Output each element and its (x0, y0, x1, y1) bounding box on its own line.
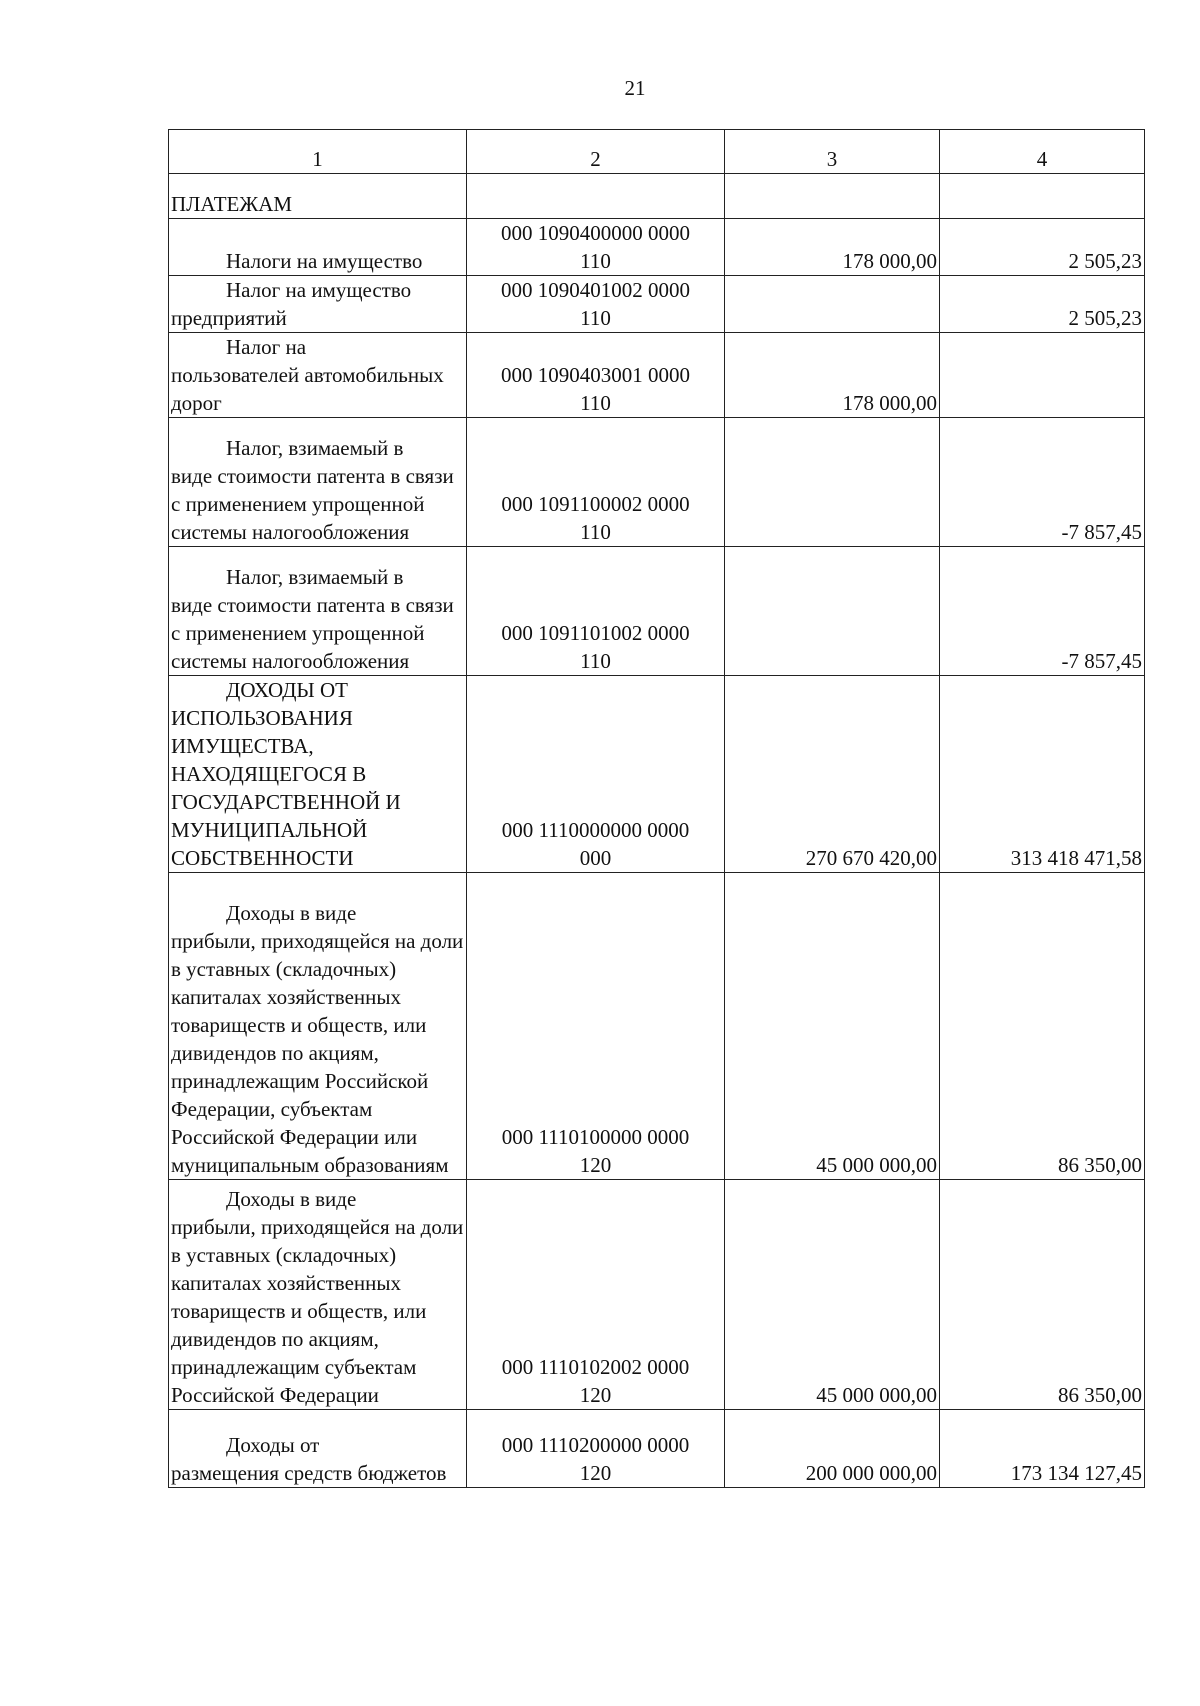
row-name-cell (169, 333, 467, 418)
row-name-cell (169, 1410, 467, 1488)
row-plan-cell (725, 547, 940, 676)
row-code-line-2: 110 (580, 391, 611, 415)
row-plan-cell: 178 000,00 (725, 333, 940, 418)
row-code-cell (467, 873, 725, 1180)
row-code-line-2: 110 (580, 306, 611, 330)
row-plan-cell: 178 000,00 (725, 219, 940, 276)
row-actual-cell: 2 505,23 (940, 219, 1145, 276)
row-name-rest: пользователей автомобильных дорог (171, 363, 444, 415)
row-code-line-1: 000 1110200000 0000 (501, 1433, 690, 1457)
row-code-cell (467, 547, 725, 676)
row-code-line-1: 000 1090403001 0000 (501, 363, 690, 387)
row-name-lead: Налог на имущество (226, 278, 412, 302)
row-code-line-2: 120 (579, 1461, 612, 1485)
table-row (169, 418, 1145, 547)
row-actual-cell: 313 418 471,58 (940, 676, 1145, 873)
row-code-line-1: 000 1110102002 0000 (501, 1355, 690, 1379)
row-actual-cell: 2 505,23 (940, 276, 1145, 333)
header-row (169, 130, 1145, 174)
row-actual-cell: 86 350,00 (940, 1180, 1145, 1410)
row-code-line-2: 110 (580, 649, 611, 673)
row-code-cell (467, 219, 725, 276)
row-code-cell (467, 676, 725, 873)
row-actual-cell: -7 857,45 (940, 547, 1145, 676)
row-code-line-2: 120 (579, 1383, 612, 1407)
row-code-line-1: 000 1091101002 0000 (501, 621, 690, 645)
row-name-rest: прибыли, приходящейся на доли в уставных (складочных) капиталах хозяйственных товариществ и обществ, или дивидендов по акциям, принадлежащим Российской Федерации, субъектам Российской Федерации или муниципальным образованиям (171, 929, 464, 1177)
row-code-line-2: 120 (579, 1153, 612, 1177)
row-name-cell (169, 676, 467, 873)
row-plan-cell (725, 276, 940, 333)
row-name-rest: предприятий (171, 306, 287, 330)
row-code-cell (467, 1410, 725, 1488)
row-name-cell (169, 219, 467, 276)
row-actual-cell: 173 134 127,45 (940, 1410, 1145, 1488)
table-header (169, 130, 1145, 174)
column-header-1: 1 (169, 130, 467, 174)
row-plan-cell: 45 000 000,00 (725, 1180, 940, 1410)
table-row (169, 1180, 1145, 1410)
column-header-2: 2 (467, 130, 725, 174)
row-code-cell (467, 1180, 725, 1410)
row-name-lead: Налог на (226, 335, 307, 359)
row-name-rest: виде стоимости патента в связи с применением упрощенной системы налогообложения (171, 593, 454, 673)
row-code-cell (467, 333, 725, 418)
row-name-lead: Доходы в виде (226, 1187, 357, 1211)
row-actual-cell: -7 857,45 (940, 418, 1145, 547)
row-actual-cell (940, 174, 1145, 219)
row-name-cell (169, 873, 467, 1180)
table-row (169, 333, 1145, 418)
table-row (169, 174, 1145, 219)
table-row (169, 1410, 1145, 1488)
row-code-line-1: 000 1090400000 0000 (501, 221, 690, 245)
row-code-line-2: 110 (580, 249, 611, 273)
row-plan-cell (725, 418, 940, 547)
row-name-rest: размещения средств бюджетов (171, 1461, 447, 1485)
row-name-lead: Налог, взимаемый в (226, 436, 404, 460)
row-name-lead: Налоги на имущество (226, 249, 423, 273)
row-name-rest: виде стоимости патента в связи с применением упрощенной системы налогообложения (171, 464, 454, 544)
row-actual-cell (940, 333, 1145, 418)
row-plan-cell (725, 174, 940, 219)
row-code-line-1: 000 1110100000 0000 (501, 1125, 690, 1149)
table-body (169, 174, 1145, 1488)
row-code-line-2: 110 (580, 520, 611, 544)
table-row (169, 547, 1145, 676)
row-code-cell (467, 174, 725, 219)
table-row (169, 676, 1145, 873)
row-name-lead: Доходы в виде (226, 901, 357, 925)
row-name-cell (169, 1180, 467, 1410)
row-code-line-1: 000 1091100002 0000 (501, 492, 690, 516)
revenue-table (168, 129, 1145, 1488)
row-name-cell (169, 174, 467, 219)
row-name-lead: Налог, взимаемый в (226, 565, 404, 589)
row-code-line-1: 000 1110000000 0000 (501, 818, 690, 842)
row-name-cell (169, 276, 467, 333)
row-plan-cell: 270 670 420,00 (725, 676, 940, 873)
table-row (169, 276, 1145, 333)
row-code-line-2: 000 (579, 846, 612, 870)
column-header-3: 3 (725, 130, 940, 174)
row-name-lead: Доходы от (226, 1433, 320, 1457)
row-name-cell (169, 547, 467, 676)
page-number: 21 (624, 76, 646, 100)
column-header-4: 4 (940, 130, 1145, 174)
row-name-lead: ДОХОДЫ ОТ (226, 678, 348, 702)
row-name-rest: прибыли, приходящейся на доли в уставных (складочных) капиталах хозяйственных товариществ и обществ, или дивидендов по акциям, принадлежащим субъектам Российской Федерации (171, 1215, 464, 1407)
row-code-cell (467, 418, 725, 547)
row-actual-cell: 86 350,00 (940, 873, 1145, 1180)
row-code-cell (467, 276, 725, 333)
row-plan-cell: 45 000 000,00 (725, 873, 940, 1180)
table-row (169, 219, 1145, 276)
table-row (169, 873, 1145, 1180)
row-name-rest: ИСПОЛЬЗОВАНИЯ ИМУЩЕСТВА, НАХОДЯЩЕГОСЯ В ГОСУДАРСТВЕННОЙ И МУНИЦИПАЛЬНОЙ СОБСТВЕННОСТИ (171, 706, 401, 870)
row-name-cell (169, 418, 467, 547)
row-code-line-1: 000 1090401002 0000 (501, 278, 690, 302)
row-plan-cell: 200 000 000,00 (725, 1410, 940, 1488)
row-name-rest: ПЛАТЕЖАМ (171, 192, 293, 216)
